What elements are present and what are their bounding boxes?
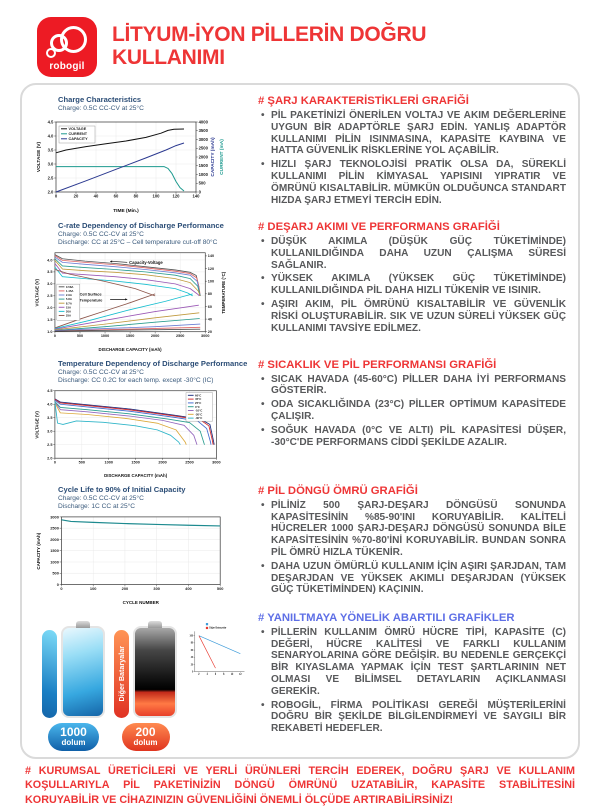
svg-text:25°C: 25°C (195, 400, 202, 405)
svg-text:2.5: 2.5 (47, 294, 53, 299)
svg-text:80: 80 (133, 193, 139, 199)
svg-text:0: 0 (192, 671, 194, 674)
svg-text:-20°C: -20°C (195, 412, 203, 417)
chart-subtitle: Discharge: CC at 25°C – Cell temperature cut-off 80°C (58, 239, 218, 246)
svg-text:-30°C: -30°C (195, 415, 203, 420)
chart-subtitle: Charge: 0.5C CC-CV at 25°C (58, 494, 144, 502)
figure-cell (34, 610, 248, 751)
text-cell (258, 483, 568, 606)
svg-text:3000: 3000 (50, 514, 59, 520)
section-row-3 (34, 357, 568, 479)
robogil-logo (37, 17, 97, 77)
section-row-1 (34, 93, 568, 215)
chart-plot (34, 386, 224, 479)
svg-text:CAPACITY: CAPACITY (68, 137, 88, 141)
section-heading: # PİL DÖNGÜ ÖMRÜ GRAFİĞİ (258, 484, 418, 497)
svg-text:VOLTAGE (V): VOLTAGE (V) (34, 410, 40, 439)
svg-text:500: 500 (198, 180, 206, 186)
badge-value: 1000 (60, 724, 87, 739)
svg-text:2500: 2500 (185, 460, 194, 465)
svg-text:CAPACITY (mAh): CAPACITY (mAh) (35, 532, 41, 570)
bullet-list (258, 627, 566, 735)
figure-cell (34, 357, 248, 479)
svg-text:3.0: 3.0 (47, 429, 53, 434)
content-card (20, 83, 580, 759)
svg-text:3.5: 3.5 (47, 270, 53, 275)
svg-text:40: 40 (207, 317, 212, 322)
svg-text:0: 0 (54, 193, 58, 199)
svg-text:3.5: 3.5 (47, 147, 54, 153)
section-heading: # YANILTMAYA YÖNELİK ABARTILI GRAFİKLER (258, 611, 515, 624)
svg-text:80: 80 (207, 292, 212, 297)
svg-text:1000: 1000 (100, 333, 110, 338)
bullet-list (258, 236, 566, 334)
chart-title: Cycle Life to 90% of Initial Capacity (58, 484, 186, 494)
svg-text:6: 6 (214, 673, 217, 676)
svg-text:DISCHARGE CAPACITY (mAh): DISCHARGE CAPACITY (mAh) (104, 472, 168, 478)
svg-text:3000: 3000 (198, 136, 208, 142)
svg-text:4.5: 4.5 (47, 119, 54, 125)
svg-text:20: 20 (190, 664, 194, 667)
svg-text:2.0: 2.0 (47, 456, 53, 461)
svg-text:500: 500 (216, 585, 224, 591)
svg-text:0.58A: 0.58A (65, 284, 74, 289)
svg-text:CAPACITY (mAh): CAPACITY (mAh) (211, 137, 216, 177)
svg-text:100: 100 (89, 585, 97, 591)
section-rows (34, 93, 568, 751)
svg-text:100: 100 (189, 635, 194, 638)
svg-text:1.5: 1.5 (47, 318, 53, 323)
svg-text:2500: 2500 (50, 525, 59, 531)
svg-text:500: 500 (78, 460, 85, 465)
svg-text:100: 100 (152, 193, 160, 199)
bullet-item: • DÜŞÜK AKIMLA (DÜŞÜK GÜÇ TÜKETİMİNDE) KULLANILDIĞINDA DAHA UZUN ÇALIŞMA SÜRESİ SAĞLANIR. (271, 236, 566, 271)
svg-text:DISCHARGE CAPACITY (mAh): DISCHARGE CAPACITY (mAh) (98, 346, 162, 352)
svg-text:4.5: 4.5 (47, 388, 53, 393)
svg-text:1.0: 1.0 (47, 330, 53, 335)
text-cell (258, 93, 568, 215)
svg-text:2.5: 2.5 (47, 175, 54, 181)
page-title (112, 24, 426, 69)
chart-plot (34, 114, 232, 214)
svg-text:1500: 1500 (131, 460, 140, 465)
svg-text:80: 80 (190, 642, 194, 645)
svg-text:1500: 1500 (125, 333, 135, 338)
dark-battery-icon (133, 626, 177, 718)
svg-text:10: 10 (230, 673, 234, 676)
svg-text:3.0: 3.0 (47, 282, 53, 287)
svg-text:20: 20 (73, 193, 79, 199)
svg-text:Temperature: Temperature (79, 298, 103, 303)
svg-text:3000: 3000 (201, 333, 210, 338)
bullet-item: • SOĞUK HAVADA (0°C VE ALTI) PİL KAPASİTESİ DÜŞER, -30°C'DE PERFORMANS CİDDİ ŞEKİLDE AZALIR. (271, 425, 566, 449)
svg-text:3.5: 3.5 (47, 415, 53, 420)
svg-text:60: 60 (207, 304, 212, 309)
svg-text:8.7A: 8.7A (65, 301, 72, 306)
logo-circle-icon (46, 48, 56, 58)
svg-text:0: 0 (198, 189, 201, 195)
svg-text:2.0: 2.0 (47, 189, 54, 195)
svg-text:4.0: 4.0 (47, 133, 54, 139)
capacity-decline-mini-chart (186, 622, 248, 679)
bullet-list (258, 500, 566, 596)
svg-text:2: 2 (198, 673, 200, 676)
chart-plot (34, 248, 230, 353)
svg-text:12: 12 (239, 673, 242, 676)
svg-text:140: 140 (192, 193, 200, 199)
page-title-line1: LİTYUM-İYON PİLLERİN DOĞRU (112, 23, 427, 47)
chart-subtitle: Charge: 0.5C CC-CV at 25°C (58, 105, 144, 112)
other-brands-label: Diğer Bataryalar (117, 646, 126, 702)
section-row-4 (34, 483, 568, 606)
svg-text:500: 500 (76, 333, 84, 338)
section-heading: # ŞARJ KARAKTERİSTİKLERİ GRAFİĞİ (258, 95, 469, 107)
svg-text:2.9A: 2.9A (65, 293, 72, 298)
svg-text:140: 140 (207, 254, 215, 259)
chart-subtitle: Charge: 0.5C CC-CV at 25°C (58, 231, 144, 238)
cycle-badge-200 (122, 723, 170, 751)
svg-text:15A: 15A (65, 305, 72, 310)
svg-text:300: 300 (153, 585, 160, 591)
svg-text:2.5: 2.5 (47, 442, 53, 447)
svg-text:3500: 3500 (198, 128, 208, 134)
figure-cell (34, 219, 248, 353)
svg-text:1500: 1500 (50, 547, 59, 553)
svg-text:45°C: 45°C (195, 396, 202, 401)
svg-text:8: 8 (223, 673, 225, 676)
svg-text:0°C: 0°C (195, 404, 200, 409)
bullet-item: • DAHA UZUN ÖMÜRLÜ KULLANIM İÇİN AŞIRI ŞARJDAN, TAM DEŞARJDAN VE YÜKSEK AKIMLI DEŞARJDAN (YÜKSEK GÜÇ TÜKETİMİNDEN) KAÇININ. (271, 561, 566, 596)
section-row-2 (34, 219, 568, 353)
svg-text:120: 120 (172, 193, 180, 199)
svg-text:60°C: 60°C (195, 393, 202, 398)
chart-title: C-rate Dependency of Discharge Performance (58, 221, 224, 230)
text-cell (258, 219, 568, 353)
svg-text:4.0: 4.0 (47, 402, 53, 407)
svg-text:Capacity-Voltage: Capacity-Voltage (129, 260, 163, 266)
svg-text:40: 40 (93, 193, 99, 199)
bullet-item: • AŞIRI AKIM, PİL ÖMRÜNÜ KISALTABİLİR VE GÜVENLİK RİSKİ OLUŞTURABİLİR. SIK VE UZUN SÜRELİ YÜKSEK GÜÇ KULLANIMI TAVSİYE EDİLMEZ. (271, 299, 566, 334)
section-heading: # DEŞARJ AKIMI VE PERFORMANS GRAFİĞİ (258, 221, 500, 233)
badge-value: 200 (135, 724, 156, 739)
svg-text:Cell Surface: Cell Surface (79, 292, 102, 297)
badge-unit: dolum (133, 737, 158, 747)
svg-text:2000: 2000 (158, 460, 167, 465)
chart-title: Temperature Dependency of Discharge Performance (58, 358, 248, 368)
bullet-item: • PİL PAKETİNİZİ ÖNERİLEN VOLTAJ VE AKIM DEĞERLERİNE UYGUN BİR ADAPTÖRLE ŞARJ EDİN. YANLIŞ ADAPTÖR KULLANIMI PİLİN ISINMASINA, KAPASİTE KAYBINA VE HATTA GÜVENLİK RİSKLERİNE YOL AÇABİLİR. (271, 110, 566, 157)
chart-subtitle: Charge: 0.5C CC-CV at 25°C (58, 368, 144, 376)
svg-text:Diğer Bataryalar: Diğer Bataryalar (209, 627, 227, 630)
bullet-item: • YÜKSEK AKIMLA (YÜKSEK GÜÇ TÜKETİMİNDE) KULLANILDIĞINDA PİL DAHA HIZLI TÜKENİR VE ISINIR. (271, 273, 566, 297)
footer-note: # KURUMSAL ÜRETİCİLERİ VE YERLİ ÜRÜNLERİ TERCİH EDEREK, DOĞRU ŞARJ VE KULLANIM KOŞULLARIYLA PİL PAKETİNİZİN DÖNGÜ ÖMRÜNÜ UZATABİLİR, KAPASİTE STABİLİTESİNİ KORUYABİLİR VE CİHAZINIZIN GÜVENLİĞİNİ ÖNEMLİ ÖLÇÜDE ARTIRABİLİRSİNİZ! (25, 764, 575, 806)
chart-title: Charge Characteristics (58, 95, 142, 104)
robogil-battery-icons (42, 626, 105, 718)
svg-text:4000: 4000 (198, 119, 208, 125)
bullet-list (258, 110, 566, 206)
bullet-item: • SICAK HAVADA (45-60°C) PİLLER DAHA İYİ PERFORMANS GÖSTERİR. (271, 374, 566, 398)
svg-text:VOLTAGE (V): VOLTAGE (V) (34, 278, 40, 307)
svg-text:3000: 3000 (212, 460, 221, 465)
figure-cell (34, 483, 248, 606)
svg-text:CURRENT (mA): CURRENT (mA) (220, 139, 225, 175)
svg-text:4.0: 4.0 (47, 258, 53, 263)
svg-text:0: 0 (60, 585, 63, 591)
svg-text:VOLTAGE (V): VOLTAGE (V) (37, 141, 42, 173)
svg-text:40: 40 (190, 656, 194, 659)
svg-text:60: 60 (113, 193, 119, 199)
svg-text:5.8A: 5.8A (65, 297, 72, 302)
bullet-item: • PİLLERİN KULLANIM ÖMRÜ HÜCRE TİPİ, KAPASİTE (C) DEĞERİ, HÜCRE KALİTESİ VE FARKLI KULLANIM SENARYOLARINA GÖRE DEĞİŞİR. BU NEDENLE GERÇEKÇİ BİR KIYASLAMA YAPMAK İÇİN TEST ŞARTLARININ NET OLMASI VE BİLİMSEL DETAYLARIN AÇIKLANMASI GEREKİR. (271, 627, 566, 698)
bullet-item: • ODA SICAKLIĞINDA (23°C) PİLLER OPTİMUM KAPASİTEDE ÇALIŞIR. (271, 399, 566, 423)
page-header (0, 0, 600, 81)
svg-text:2000: 2000 (150, 333, 160, 338)
logo-text: robogil (49, 61, 85, 72)
svg-text:TIME (Min.): TIME (Min.) (113, 209, 139, 214)
other-brands-bar (114, 630, 129, 718)
blue-battery-icon (61, 626, 105, 718)
other-battery-group (114, 626, 177, 751)
svg-text:500: 500 (52, 570, 59, 576)
svg-text:2.0: 2.0 (47, 306, 53, 311)
section-row-5 (34, 610, 568, 751)
badge-unit: dolum (61, 737, 86, 747)
svg-text:20A: 20A (65, 309, 72, 314)
svg-text:4: 4 (206, 673, 208, 676)
svg-text:1000: 1000 (104, 460, 113, 465)
svg-text:0: 0 (53, 460, 56, 465)
page-footer (0, 764, 600, 808)
section-heading: # SICAKLIK VE PİL PERFORMANSI GRAFİĞİ (258, 358, 497, 371)
svg-text:TEMPERATURE (°C): TEMPERATURE (°C) (221, 271, 227, 314)
svg-text:25A: 25A (65, 313, 72, 318)
blue-bar-icon (42, 630, 57, 718)
svg-text:1500: 1500 (198, 163, 208, 169)
svg-text:2500: 2500 (198, 145, 208, 151)
figure-cell (34, 93, 248, 215)
svg-text:0: 0 (56, 581, 59, 587)
bullet-item: • PİLİNİZ 500 ŞARJ-DEŞARJ DÖNGÜSÜ SONUNDA KAPASİTESİNİN %85-90'INI KORUYABİLİR. KALİTELİ HÜCRELER 1000 ŞARJ-DEŞARJ DÖNGÜSÜ SONUNDA BİLE KAPASİTESİNİN %70-80'İNİ KORUYABİLİR. BUNDAN SONRA PİL ÖMRÜ HIZLA TÜKENİR. (271, 500, 566, 559)
svg-text:VOLTAGE: VOLTAGE (68, 127, 87, 131)
svg-text:60: 60 (190, 649, 194, 652)
robogil-battery-group (42, 626, 105, 751)
chart-plot (34, 512, 230, 606)
svg-text:1000: 1000 (198, 171, 208, 177)
bullet-item: • HIZLI ŞARJ TEKNOLOJİSİ PRATİK OLSA DA, SÜREKLİ KULLANIMI PİLİN KİMYASAL YAPISINI YIPRATIR VE ÖMRÜNÜ KISALTABİLİR. MÜMKÜN OLDUĞUNCA STANDART HIZDA ŞARJ ETMEYİ TERCİH EDİN. (271, 159, 566, 206)
svg-text:100: 100 (207, 279, 215, 284)
svg-text:-10°C: -10°C (195, 408, 203, 413)
svg-text:2000: 2000 (50, 536, 59, 542)
chart-subtitle: Discharge: CC 0.2C for each temp. except -30°C (IC) (58, 376, 214, 384)
svg-text:2500: 2500 (175, 333, 185, 338)
svg-text:120: 120 (207, 266, 215, 271)
text-cell (258, 357, 568, 479)
cycle-badge-1000 (48, 723, 99, 751)
battery-comparison-graphic (34, 620, 248, 751)
svg-text:CURRENT: CURRENT (68, 132, 88, 136)
svg-text:1.45A: 1.45A (65, 289, 74, 294)
bullet-item: • ROBOGİL, FİRMA POLİTİKASI GEREĞİ MÜŞTERİLERİNİ DOĞRU BİR ŞEKİLDE BİLGİLENDİRMEYİ VE SAYGILI BİR REKABETİ HEDEFLER. (271, 700, 566, 735)
chart-subtitle: Discharge: 1C CC at 25°C (58, 502, 136, 510)
svg-text:0: 0 (53, 333, 56, 338)
text-cell (258, 610, 568, 751)
svg-text:2000: 2000 (198, 154, 208, 160)
other-battery-icons (114, 626, 177, 718)
svg-text:CYCLE NUMBER: CYCLE NUMBER (122, 599, 159, 605)
svg-text:400: 400 (185, 585, 192, 591)
svg-text:3.0: 3.0 (47, 161, 54, 167)
page-title-line2: KULLANIMI (112, 46, 225, 69)
svg-text:1000: 1000 (50, 559, 59, 565)
bullet-list (258, 374, 566, 449)
svg-text:20: 20 (207, 330, 212, 335)
svg-text:200: 200 (121, 585, 129, 591)
